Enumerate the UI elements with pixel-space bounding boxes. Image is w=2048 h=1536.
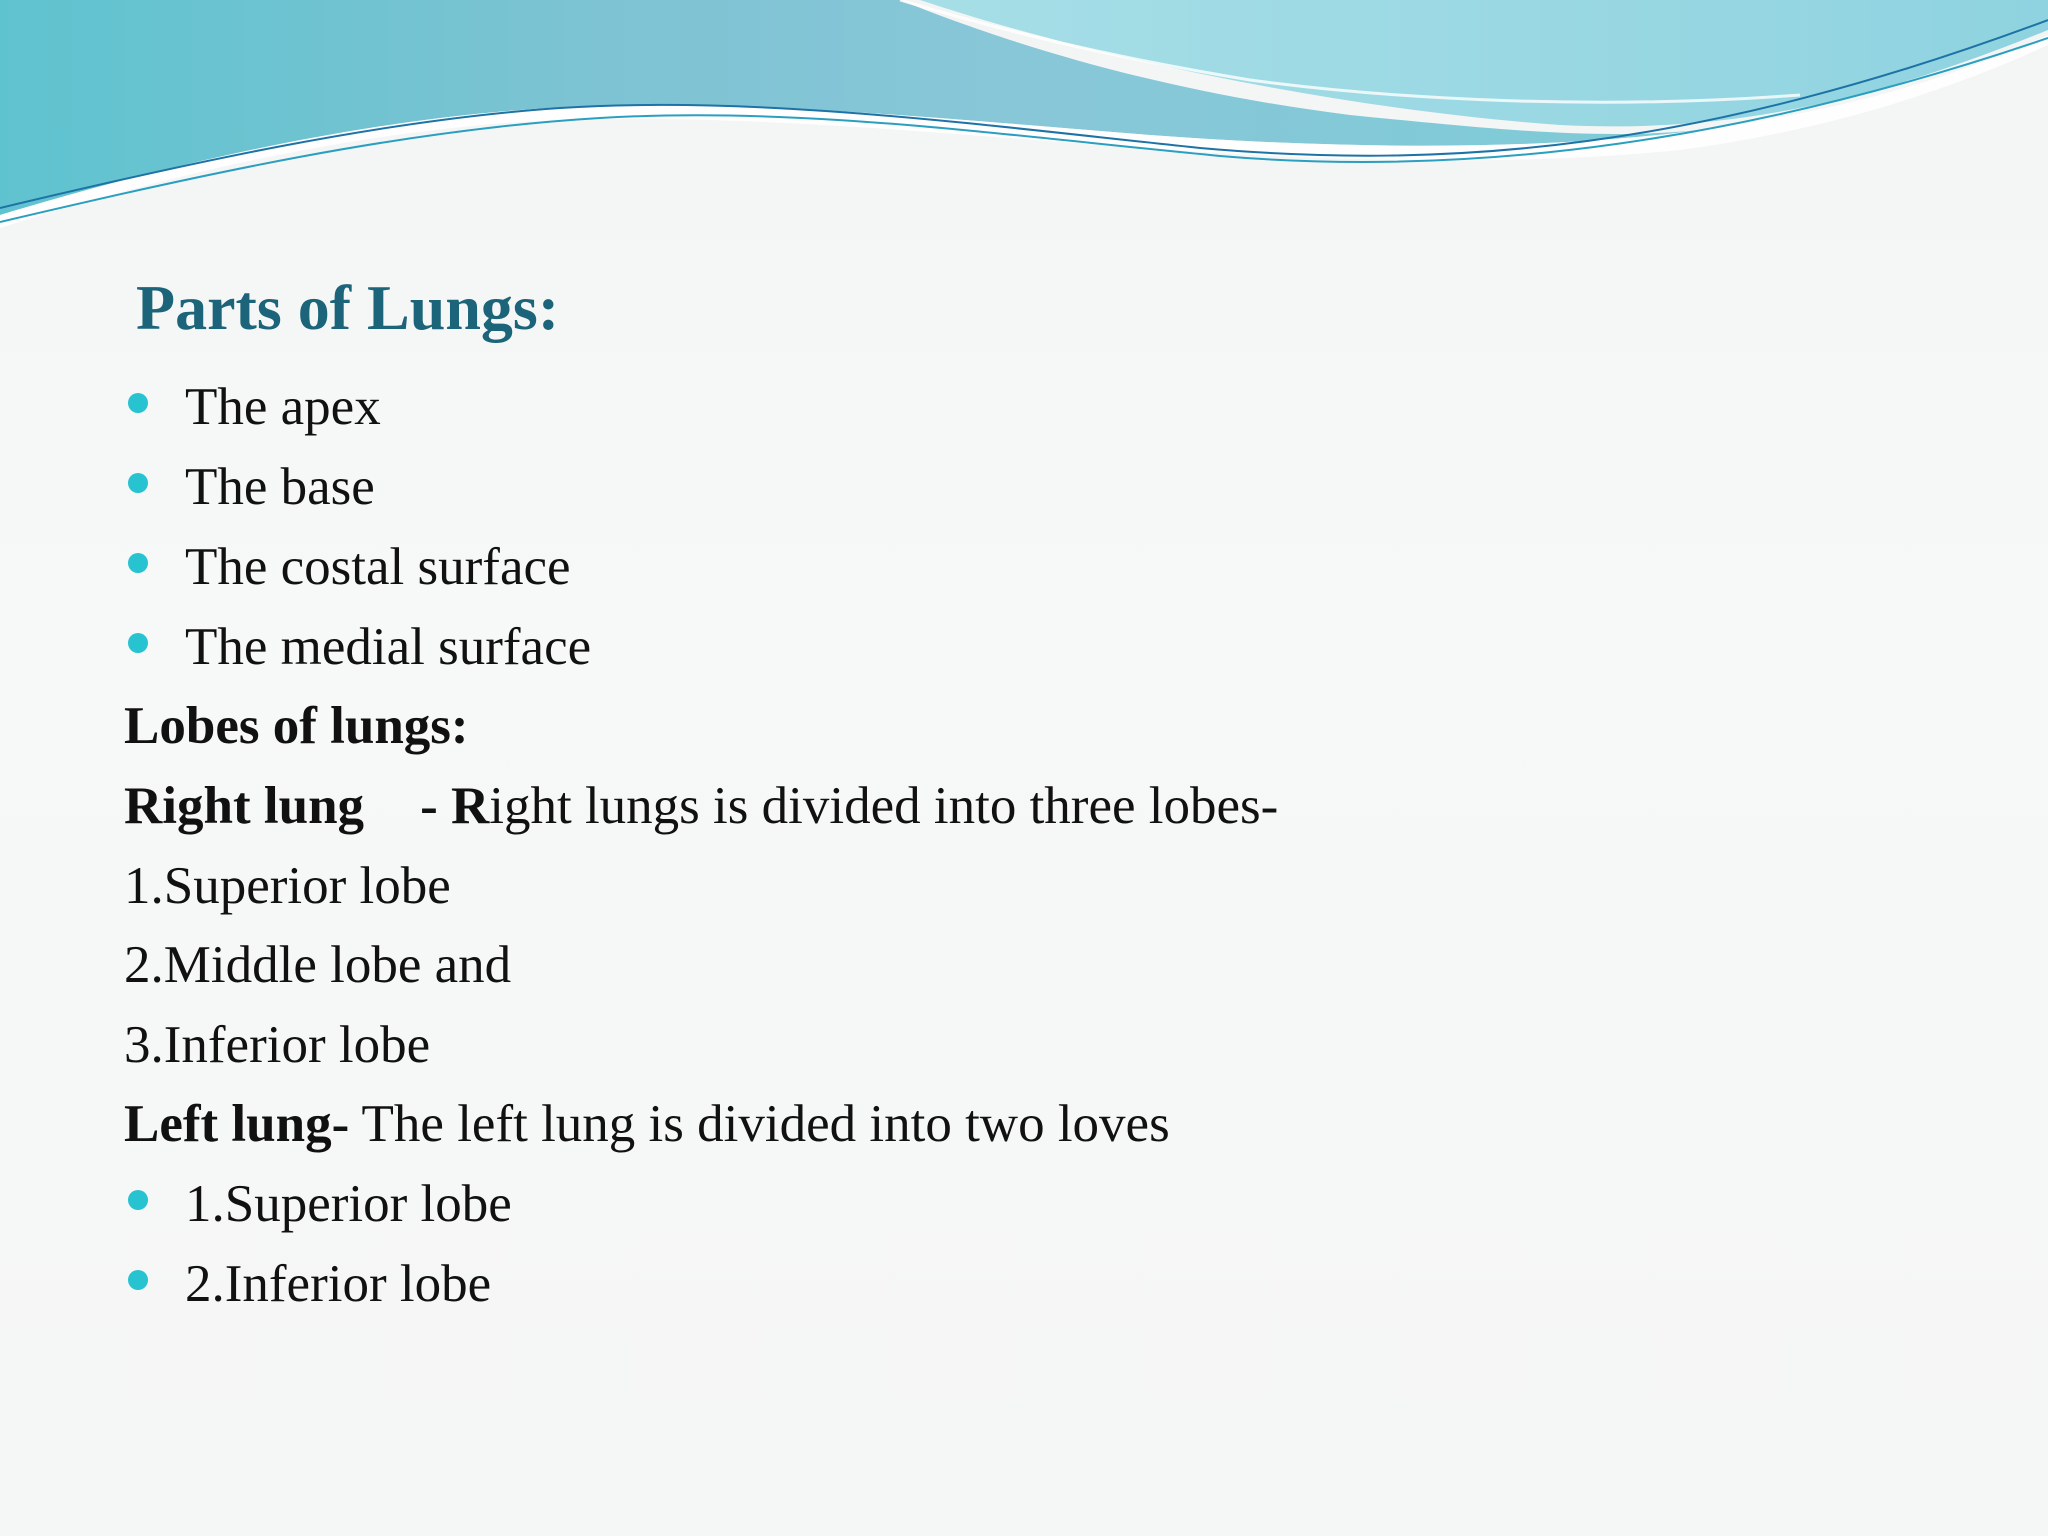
- bullet-icon: [128, 393, 148, 413]
- list-item-text: The apex: [185, 378, 381, 436]
- list-item-text: The base: [185, 458, 375, 516]
- right-lung-line: [124, 774, 1278, 838]
- left-lung-line: [124, 1092, 1170, 1156]
- bullet-icon: [128, 633, 148, 653]
- list-item-text: 2.Inferior lobe: [185, 1255, 492, 1313]
- lobes-heading: [124, 694, 469, 758]
- list-item-text: 1.Superior lobe: [185, 1175, 512, 1233]
- slide-title: Parts of Lungs:: [136, 272, 560, 343]
- right-lung-dash: - R: [420, 777, 490, 835]
- list-item-text: The costal surface: [185, 538, 571, 596]
- bullet-icon: [128, 1270, 148, 1290]
- left-lung-label: Left lung-: [124, 1095, 350, 1153]
- right-lobe-item: 1.Superior lobe: [124, 857, 451, 915]
- header-wave-decoration: [0, 0, 2048, 240]
- right-lobe-item: 3.Inferior lobe: [124, 1016, 431, 1074]
- list-item-text: The medial surface: [185, 618, 592, 676]
- bullet-icon: [128, 553, 148, 573]
- lobes-heading-text: Lobes of lungs:: [124, 697, 469, 755]
- right-lung-label: Right lung: [124, 777, 365, 835]
- right-lung-text: ight lungs is divided into three lobes-: [489, 777, 1279, 835]
- bullet-icon: [128, 473, 148, 493]
- bullet-icon: [128, 1190, 148, 1210]
- right-lobe-item: 2.Middle lobe and: [124, 936, 512, 994]
- left-lung-text: The left lung is divided into two loves: [349, 1095, 1170, 1153]
